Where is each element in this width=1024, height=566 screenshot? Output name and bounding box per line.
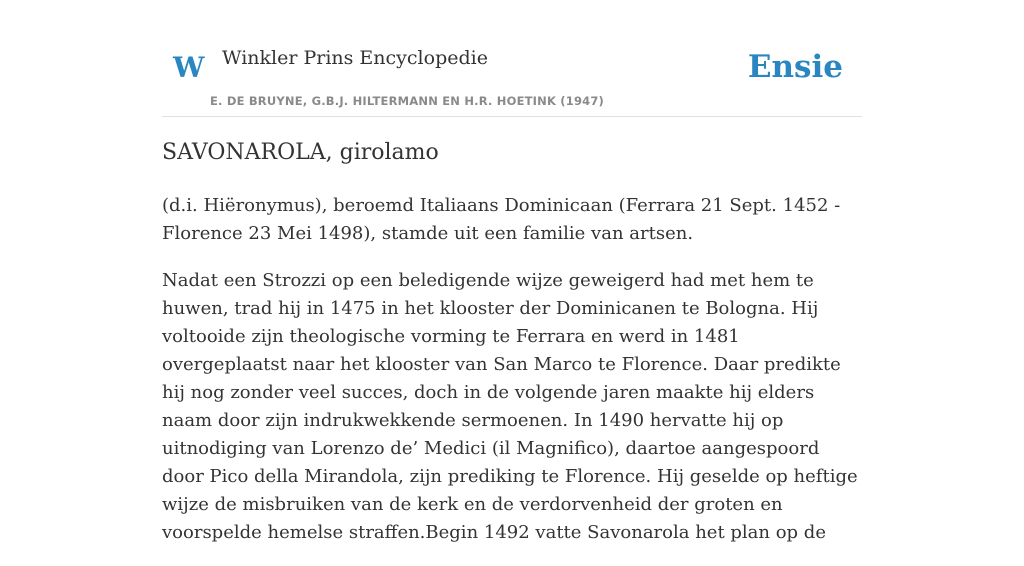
source-title-link[interactable]: Winkler Prins Encyclopedie bbox=[222, 47, 488, 69]
source-header bbox=[162, 36, 862, 117]
ensie-logo-link[interactable]: Ensie bbox=[747, 49, 843, 85]
entry-body bbox=[162, 192, 864, 566]
source-logo[interactable]: W bbox=[173, 51, 205, 84]
source-authors: E. DE BRUYNE, G.B.J. HILTERMANN EN H.R. HOETINK (1947) bbox=[210, 94, 605, 108]
entry-paragraph: Nadat een Strozzi op een beledigende wijze geweigerd had met hem te huwen, trad hij in 1475 in het klooster der Dominicanen te Bologna. Hij voltooide zijn theologische vorming te Ferrara en werd in 1481 overgeplaatst naar het klooster van San Marco te Florence. Daar predikte hij nog zonder veel succes, doch in de volgende jaren maakte hij elders naam door zijn indrukwekkende sermoenen. In 1490 hervatte hij op uitnodiging van Lorenzo de’ Medici (il Magnifico), daartoe aangespoord door Pico della Mirandola, zijn prediking te Florence. Hij geselde op heftige wijze de misbruiken van de kerk en de verdorvenheid der groten en voorspelde hemelse straffen.Begin 1492 vatte Savonarola het plan op de bbox=[162, 270, 858, 543]
entry-title: SAVONAROLA, girolamo bbox=[162, 140, 439, 165]
entry-paragraph: (d.i. Hiëronymus), beroemd Italiaans Dominicaan (Ferrara 21 Sept. 1452 - Florence 23 Mei 1498), stamde uit een familie van artsen. bbox=[162, 195, 841, 244]
